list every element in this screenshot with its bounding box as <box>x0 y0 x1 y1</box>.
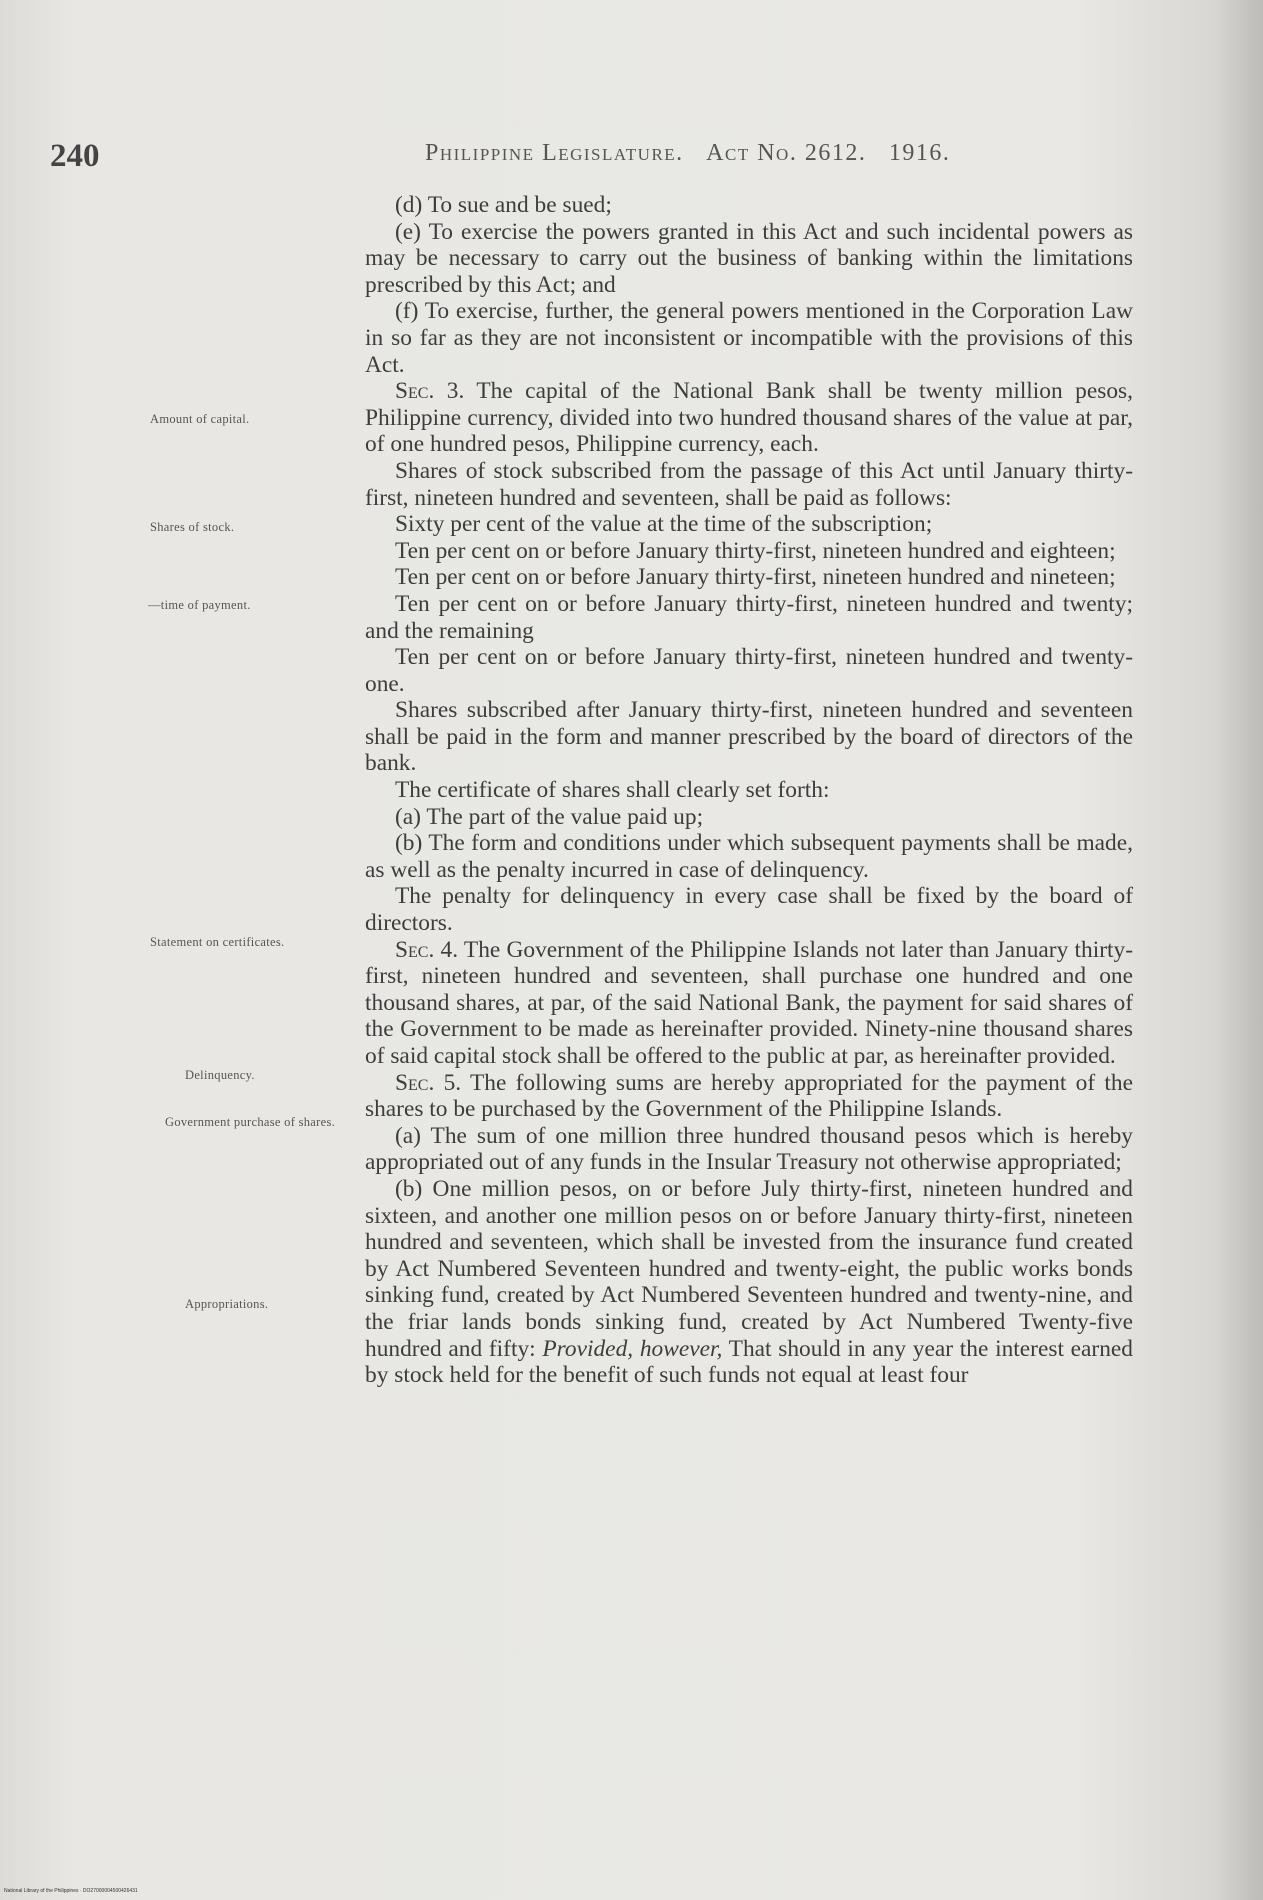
paragraph: The penalty for delinquency in every case shall be fixed by the board of directors. <box>365 883 1133 937</box>
section-label: Sec. 3. <box>395 378 465 405</box>
body-text <box>365 192 1133 1389</box>
page-number: 240 <box>50 138 100 174</box>
paragraph: (e) To exercise the powers granted in this Act and such incidental powers as may be necessary to carry out the business of banking within the limitations prescribed by this Act; and <box>365 218 1133 298</box>
running-head-legislature: Philippine Legislature. <box>425 140 684 166</box>
paragraph: (d) To sue and be sued; <box>395 192 612 218</box>
paragraph: Shares of stock subscribed from the passage of this Act until January thirty-first, nineteen hundred and seventeen, shall be paid as follows: <box>365 457 1133 511</box>
paragraph: The certificate of shares shall clearly set forth: <box>395 777 830 804</box>
section-text: The Government of the Philippine Islands not later than January thirty-first, nineteen hundred and seventeen, shall purchase one hundred and one thousand shares, at par, of the said National Bank, the payment for said shares of the Government to be made as hereinafter provided. Ninety-nine thousand shares of said capital stock shall be offered to the public at par, as hereinafter provided. <box>365 936 1133 1069</box>
running-header <box>425 140 950 167</box>
paragraph-section-4 <box>365 937 1133 1070</box>
paragraph: Ten per cent on or before January thirty-first, nineteen hundred and twenty; and the remaining <box>365 590 1133 644</box>
paragraph: (f) To exercise, further, the general powers mentioned in the Corporation Law in so far as they are not inconsistent or incompatible with the provisions of this Act. <box>365 298 1133 378</box>
paragraph-text: (b) One million pesos, on or before July thirty-first, nineteen hundred and sixteen, and another one million pesos on or before January thirty-first, nineteen hundred and seventeen, which shall be invested from the insurance fund created by Act Numbered Seventeen hundred and twenty-eight, the public works bonds sinking fund, created by Act Numbered Seventeen hundred and twenty-nine, and the friar lands bonds sinking fund, created by Act Numbered Twenty-five hundred and fifty: <box>365 1175 1133 1362</box>
margin-note-amount-of-capital: Amount of capital. <box>150 412 250 426</box>
paragraph: Shares subscribed after January thirty-first, nineteen hundred and seventeen shall be paid in the form and manner prescribed by the board of directors of the bank. <box>365 697 1133 777</box>
section-text: The capital of the National Bank shall be twenty million pesos, Philippine currency, divided into two hundred thousand shares of the value at par, of one hundred pesos, Philippine currency, each. <box>365 378 1133 458</box>
footer-tag: National Library of the Philippines · DO27000004500426431 <box>4 1888 138 1894</box>
margin-note-appropriations: Appropriations. <box>185 1297 269 1311</box>
proviso-italic: Provided, however, <box>542 1335 723 1362</box>
paragraph: Ten per cent on or before January thirty-first, nineteen hundred and eighteen; <box>395 537 1116 564</box>
margin-note-statement-on-certificates: Statement on certificates. <box>150 935 285 949</box>
running-head-year: 1916. <box>888 140 951 166</box>
paragraph-text-end: That should in any year the interest earned by stock held for the benefit of such funds not equal at least four <box>365 1335 1133 1389</box>
running-head-act: Act No. 2612. <box>706 140 867 166</box>
paragraph: Ten per cent on or before January thirty-first, nineteen hundred and twenty-one. <box>365 644 1133 697</box>
margin-note-shares-of-stock: Shares of stock. <box>150 520 235 534</box>
section-text: The following sums are hereby appropriated for the payment of the shares to be purchased by the Government of the Philippine Islands. <box>365 1069 1133 1123</box>
paragraph: (a) The sum of one million three hundred thousand pesos which is hereby appropriated out of any funds in the Insular Treasury not otherwise appropriated; <box>365 1122 1133 1176</box>
paragraph: (a) The part of the value paid up; <box>395 803 704 830</box>
margin-note-delinquency: Delinquency. <box>185 1068 255 1082</box>
paragraph: Ten per cent on or before January thirty-first, nineteen hundred and nineteen; <box>395 564 1116 591</box>
paragraph <box>365 1176 1133 1389</box>
section-label: Sec. 5. <box>395 1069 462 1096</box>
margin-note-time-of-payment: —time of payment. <box>148 598 251 612</box>
paragraph-section-3 <box>365 378 1133 458</box>
paragraph-section-5 <box>365 1070 1133 1123</box>
paragraph: Sixty per cent of the value at the time of the subscription; <box>395 511 933 538</box>
paragraph: (b) The form and conditions under which subsequent payments shall be made, as well as the penalty incurred in case of delinquency. <box>365 830 1133 883</box>
margin-note-government-purchase: Government purchase of shares. <box>165 1115 336 1129</box>
section-label: Sec. 4. <box>395 936 459 963</box>
